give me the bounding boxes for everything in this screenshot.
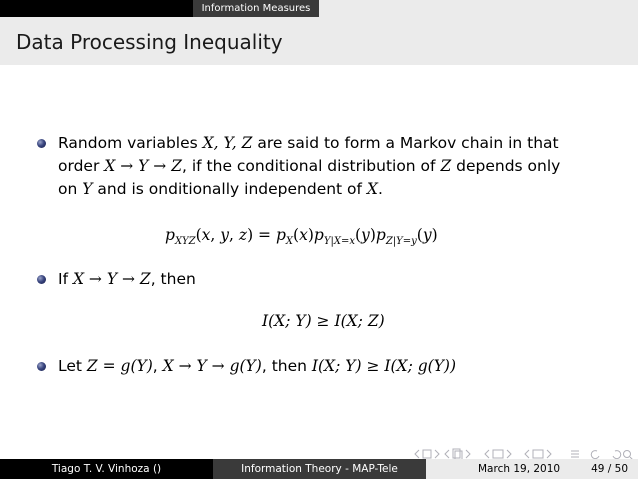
bullet-3-icon (37, 362, 46, 371)
bullet-2-text: If X → Y → Z, then (58, 270, 196, 288)
frame-title-bar (0, 17, 638, 65)
nav-prev-frame-icon (415, 450, 419, 458)
nav-forward-icon (613, 451, 621, 459)
equation-data-processing: I(X; Y) ≥ I(X; Z) (262, 312, 385, 330)
nav-next-frame-icon (435, 450, 439, 458)
nav-alignment-icon (571, 451, 579, 457)
nav-prev-section-icon (485, 450, 489, 458)
nav-search-icon (624, 451, 631, 458)
nav-subsection-icon (453, 449, 460, 458)
nav-back-icon (591, 451, 599, 459)
nav-next-subsection-icon (466, 450, 470, 458)
nav-next-section-icon (507, 450, 511, 458)
nav-prev-subsection-icon (445, 450, 449, 458)
bullet-1-line-1: Random variables X, Y, Z are said to form a Markov chain in that (58, 134, 559, 152)
nav-section-icon (493, 450, 503, 458)
header-bar (0, 0, 638, 17)
nav-frame-icon (423, 450, 431, 458)
equation-joint-distribution: $p_{XYZ}(x$, y, $z) = p_X(x)p_{Y|X=x}(y)p_{Z|Y=y}(y)$ (165, 226, 438, 248)
footer-author: Tiago T. V. Vinhoza () (0, 459, 213, 479)
nav-next-document-icon (547, 450, 551, 458)
nav-prev-document-icon (525, 450, 529, 458)
footer-page-number: 49 / 50 (591, 463, 628, 475)
bullet-1-line-2: order X → Y → Z, if the conditional distribution of Z depends only (58, 157, 561, 175)
bullet-1-line-3: on Y and is onditionally independent of X. (58, 180, 383, 198)
footer-date: March 19, 2010 (478, 463, 561, 475)
header-bar-right (319, 0, 638, 17)
footer-info (426, 459, 638, 479)
bullet-2-icon (37, 275, 46, 284)
footer-course-title: Information Theory - MAP-Tele (213, 459, 426, 479)
nav-document-icon (533, 450, 543, 458)
bullet-1-text (58, 132, 618, 201)
bullet-1-icon (37, 139, 46, 148)
footer-bar (0, 459, 638, 479)
section-title[interactable]: Information Measures (193, 0, 319, 17)
bullet-3-text: Let Z = g(Y), X → Y → g(Y), then I(X; Y) ≥ I(X; g(Y)) (58, 357, 457, 375)
slide-title: Data Processing Inequality (16, 30, 283, 54)
